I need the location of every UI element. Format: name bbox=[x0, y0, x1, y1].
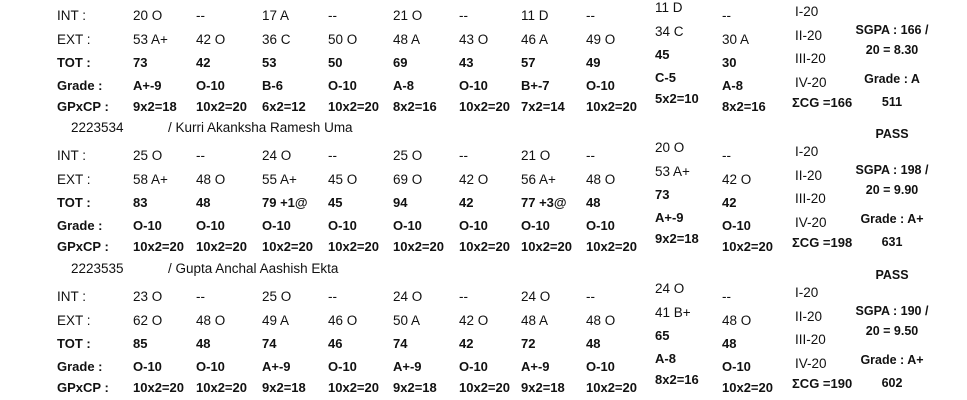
mark-cell: -- bbox=[586, 148, 595, 163]
mark-cell: 74 bbox=[262, 336, 277, 351]
mark-cell: 43 O bbox=[459, 32, 489, 47]
mark-cell: O-10 bbox=[328, 359, 357, 374]
mark-cell: 10x2=20 bbox=[722, 380, 773, 395]
mark-cell: 10x2=20 bbox=[328, 99, 379, 114]
mark-cell: 21 O bbox=[521, 148, 551, 163]
mark-cell: 48 O bbox=[586, 313, 616, 328]
mark-cell: 23 O bbox=[133, 289, 163, 304]
semester-credit: II-20 bbox=[795, 309, 823, 324]
semester-credit: I-20 bbox=[795, 144, 819, 159]
mark-cell: O-10 bbox=[328, 218, 357, 233]
mark-cell: 8x2=16 bbox=[393, 99, 437, 114]
mark-cell: 72 bbox=[521, 336, 536, 351]
mark-cell: 48 bbox=[586, 195, 601, 210]
mark-cell: B+-7 bbox=[521, 78, 550, 93]
mark-cell: O-10 bbox=[328, 78, 357, 93]
mark-cell: 48 O bbox=[196, 313, 226, 328]
student-name: / Gupta Anchal Aashish Ekta bbox=[168, 261, 339, 276]
semester-credit: ΣCG =166 bbox=[792, 95, 853, 110]
mark-cell: 10x2=20 bbox=[459, 380, 510, 395]
mark-cell: 49 A bbox=[262, 313, 290, 328]
total-marks: 631 bbox=[881, 235, 903, 249]
mark-cell: 10x2=20 bbox=[521, 239, 572, 254]
mark-cell: 9x2=18 bbox=[393, 380, 437, 395]
semester-credit: I-20 bbox=[795, 285, 819, 300]
mark-cell: 53 A+ bbox=[655, 164, 690, 179]
mark-cell: 48 bbox=[196, 195, 211, 210]
result-status: PASS bbox=[875, 127, 909, 141]
mark-cell: A+-9 bbox=[655, 210, 684, 225]
semester-credit: I-20 bbox=[795, 4, 819, 19]
mark-cell: 10x2=20 bbox=[196, 99, 247, 114]
mark-cell: O-10 bbox=[133, 359, 162, 374]
mark-cell: 7x2=14 bbox=[521, 99, 565, 114]
mark-cell: 83 bbox=[133, 195, 148, 210]
mark-cell: 73 bbox=[655, 187, 670, 202]
semester-credit: II-20 bbox=[795, 168, 823, 183]
mark-cell: 6x2=12 bbox=[262, 99, 306, 114]
mark-cell: 10x2=20 bbox=[722, 239, 773, 254]
mark-cell: O-10 bbox=[196, 78, 225, 93]
mark-cell: A-8 bbox=[722, 78, 743, 93]
sgpa-line: SGPA : 198 / bbox=[855, 163, 929, 177]
mark-cell: 30 A bbox=[722, 32, 750, 47]
semester-credit: III-20 bbox=[795, 332, 826, 347]
mark-cell: 24 O bbox=[262, 148, 292, 163]
mark-cell: 48 bbox=[586, 336, 601, 351]
mark-cell: A+-9 bbox=[393, 359, 422, 374]
sgpa-value: 20 = 9.90 bbox=[865, 183, 919, 197]
mark-cell: 9x2=18 bbox=[133, 99, 177, 114]
mark-cell: 49 bbox=[586, 55, 601, 70]
mark-cell: 10x2=20 bbox=[133, 380, 184, 395]
row-label: EXT : bbox=[57, 313, 91, 328]
mark-cell: B-6 bbox=[262, 78, 283, 93]
row-label: INT : bbox=[57, 8, 87, 23]
row-label: INT : bbox=[57, 289, 87, 304]
mark-cell: -- bbox=[328, 8, 337, 23]
final-grade: Grade : A+ bbox=[860, 212, 924, 226]
final-grade: Grade : A+ bbox=[860, 353, 924, 367]
mark-cell: 42 bbox=[459, 195, 474, 210]
mark-cell: O-10 bbox=[196, 359, 225, 374]
mark-cell: -- bbox=[722, 289, 731, 304]
mark-cell: O-10 bbox=[722, 218, 751, 233]
total-marks: 602 bbox=[881, 376, 903, 390]
mark-cell: -- bbox=[196, 148, 205, 163]
mark-cell: 41 B+ bbox=[655, 305, 691, 320]
row-label: TOT : bbox=[57, 336, 91, 351]
mark-cell: 85 bbox=[133, 336, 148, 351]
mark-cell: 11 D bbox=[521, 8, 549, 23]
mark-cell: O-10 bbox=[196, 218, 225, 233]
mark-cell: 45 bbox=[655, 47, 670, 62]
mark-cell: 46 O bbox=[328, 313, 358, 328]
mark-cell: 49 O bbox=[586, 32, 616, 47]
mark-cell: 10x2=20 bbox=[586, 99, 637, 114]
mark-cell: O-10 bbox=[459, 359, 488, 374]
mark-cell: 53 bbox=[262, 55, 277, 70]
sgpa-value: 20 = 9.50 bbox=[865, 324, 919, 338]
mark-cell: 77 +3@ bbox=[521, 195, 567, 210]
mark-cell: -- bbox=[459, 8, 468, 23]
semester-credit: ΣCG =198 bbox=[792, 235, 853, 250]
row-label: GPxCP : bbox=[57, 380, 109, 395]
mark-cell: 42 O bbox=[196, 32, 226, 47]
mark-cell: -- bbox=[196, 8, 205, 23]
mark-cell: 48 O bbox=[722, 313, 752, 328]
mark-cell: 48 O bbox=[196, 172, 226, 187]
mark-cell: 94 bbox=[393, 195, 408, 210]
row-label: Grade : bbox=[57, 78, 103, 93]
mark-cell: A+-9 bbox=[262, 359, 291, 374]
semester-credit: IV-20 bbox=[795, 356, 827, 371]
mark-cell: 69 bbox=[393, 55, 408, 70]
mark-cell: 42 O bbox=[459, 172, 489, 187]
mark-cell: 10x2=20 bbox=[196, 380, 247, 395]
mark-cell: 10x2=20 bbox=[328, 239, 379, 254]
mark-cell: 10x2=20 bbox=[133, 239, 184, 254]
mark-cell: 20 O bbox=[655, 140, 685, 155]
student-id: 2223535 bbox=[71, 261, 124, 276]
mark-cell: 10x2=20 bbox=[393, 239, 444, 254]
mark-cell: A+-9 bbox=[133, 78, 162, 93]
mark-cell: 73 bbox=[133, 55, 148, 70]
mark-cell: 48 bbox=[722, 336, 737, 351]
mark-cell: 10x2=20 bbox=[586, 380, 637, 395]
mark-cell: O-10 bbox=[521, 218, 550, 233]
mark-cell: 43 bbox=[459, 55, 474, 70]
mark-cell: 45 O bbox=[328, 172, 358, 187]
mark-cell: 9x2=18 bbox=[655, 231, 699, 246]
mark-cell: 45 bbox=[328, 195, 343, 210]
mark-cell: 42 O bbox=[722, 172, 752, 187]
mark-cell: 48 O bbox=[586, 172, 616, 187]
mark-cell: 9x2=18 bbox=[262, 380, 306, 395]
sgpa-line: SGPA : 166 / bbox=[855, 23, 929, 37]
mark-cell: 10x2=20 bbox=[459, 239, 510, 254]
mark-cell: 24 O bbox=[393, 289, 423, 304]
semester-credit: II-20 bbox=[795, 28, 823, 43]
mark-cell: 8x2=16 bbox=[722, 99, 766, 114]
row-label: Grade : bbox=[57, 359, 103, 374]
mark-cell: O-10 bbox=[722, 359, 751, 374]
mark-cell: 10x2=20 bbox=[196, 239, 247, 254]
result-status: PASS bbox=[875, 268, 909, 282]
mark-cell: 8x2=16 bbox=[655, 372, 699, 387]
mark-cell: A+-9 bbox=[521, 359, 550, 374]
mark-cell: 55 A+ bbox=[262, 172, 297, 187]
mark-cell: 58 A+ bbox=[133, 172, 168, 187]
mark-cell: 69 O bbox=[393, 172, 423, 187]
mark-cell: 50 A bbox=[393, 313, 421, 328]
mark-cell: 46 A bbox=[521, 32, 549, 47]
semester-credit: IV-20 bbox=[795, 215, 827, 230]
row-label: EXT : bbox=[57, 172, 91, 187]
row-label: EXT : bbox=[57, 32, 91, 47]
mark-cell: 42 bbox=[459, 336, 474, 351]
mark-cell: 34 C bbox=[655, 24, 684, 39]
mark-cell: O-10 bbox=[586, 78, 615, 93]
mark-cell: 25 O bbox=[393, 148, 423, 163]
mark-cell: 42 bbox=[722, 195, 737, 210]
mark-cell: -- bbox=[722, 148, 731, 163]
mark-cell: -- bbox=[328, 148, 337, 163]
semester-credit: III-20 bbox=[795, 191, 826, 206]
mark-cell: -- bbox=[722, 8, 731, 23]
mark-cell: 50 bbox=[328, 55, 343, 70]
mark-cell: 17 A bbox=[262, 8, 290, 23]
mark-cell: 10x2=20 bbox=[262, 239, 313, 254]
mark-cell: 56 A+ bbox=[521, 172, 556, 187]
mark-cell: A-8 bbox=[393, 78, 414, 93]
mark-cell: O-10 bbox=[133, 218, 162, 233]
semester-credit: IV-20 bbox=[795, 75, 827, 90]
mark-cell: 74 bbox=[393, 336, 408, 351]
mark-cell: 50 O bbox=[328, 32, 358, 47]
mark-cell: 79 +1@ bbox=[262, 195, 308, 210]
row-label: GPxCP : bbox=[57, 239, 109, 254]
mark-cell: 57 bbox=[521, 55, 536, 70]
student-name: / Kurri Akanksha Ramesh Uma bbox=[168, 120, 353, 135]
mark-cell: -- bbox=[586, 8, 595, 23]
mark-cell: 42 bbox=[196, 55, 211, 70]
result-status bbox=[842, 0, 942, 2]
mark-cell: 62 O bbox=[133, 313, 163, 328]
mark-cell: O-10 bbox=[459, 78, 488, 93]
mark-cell: 42 O bbox=[459, 313, 489, 328]
row-label: GPxCP : bbox=[57, 99, 109, 114]
mark-cell: 10x2=20 bbox=[459, 99, 510, 114]
mark-cell: 24 O bbox=[655, 281, 685, 296]
mark-cell: -- bbox=[459, 148, 468, 163]
mark-cell: O-10 bbox=[586, 359, 615, 374]
mark-cell: 65 bbox=[655, 328, 670, 343]
mark-cell: O-10 bbox=[262, 218, 291, 233]
mark-cell: 10x2=20 bbox=[328, 380, 379, 395]
final-grade: Grade : A bbox=[864, 72, 920, 86]
mark-cell: C-5 bbox=[655, 70, 676, 85]
row-label: INT : bbox=[57, 148, 87, 163]
mark-cell: 53 A+ bbox=[133, 32, 168, 47]
mark-cell: 25 O bbox=[262, 289, 292, 304]
mark-cell: 11 D bbox=[655, 0, 683, 15]
mark-cell: -- bbox=[586, 289, 595, 304]
mark-cell: 20 O bbox=[133, 8, 163, 23]
semester-credit: ΣCG =190 bbox=[792, 376, 853, 391]
mark-cell: 48 A bbox=[521, 313, 549, 328]
row-label: Grade : bbox=[57, 218, 103, 233]
row-label: TOT : bbox=[57, 195, 91, 210]
mark-cell: 30 bbox=[722, 55, 737, 70]
mark-cell: -- bbox=[328, 289, 337, 304]
mark-cell: A-8 bbox=[655, 351, 676, 366]
mark-cell: -- bbox=[459, 289, 468, 304]
mark-cell: O-10 bbox=[393, 218, 422, 233]
mark-cell: 24 O bbox=[521, 289, 551, 304]
total-marks: 511 bbox=[881, 95, 903, 109]
mark-cell: 5x2=10 bbox=[655, 91, 699, 106]
mark-cell: 10x2=20 bbox=[586, 239, 637, 254]
mark-cell: 46 bbox=[328, 336, 343, 351]
student-id: 2223534 bbox=[71, 120, 124, 135]
mark-cell: -- bbox=[196, 289, 205, 304]
mark-cell: 21 O bbox=[393, 8, 423, 23]
mark-cell: 48 bbox=[196, 336, 211, 351]
mark-cell: O-10 bbox=[586, 218, 615, 233]
mark-cell: 48 A bbox=[393, 32, 421, 47]
row-label: TOT : bbox=[57, 55, 91, 70]
sgpa-value: 20 = 8.30 bbox=[865, 43, 919, 57]
mark-cell: 9x2=18 bbox=[521, 380, 565, 395]
mark-cell: 25 O bbox=[133, 148, 163, 163]
mark-cell: O-10 bbox=[459, 218, 488, 233]
mark-cell: 36 C bbox=[262, 32, 291, 47]
sgpa-line: SGPA : 190 / bbox=[855, 304, 929, 318]
semester-credit: III-20 bbox=[795, 51, 826, 66]
